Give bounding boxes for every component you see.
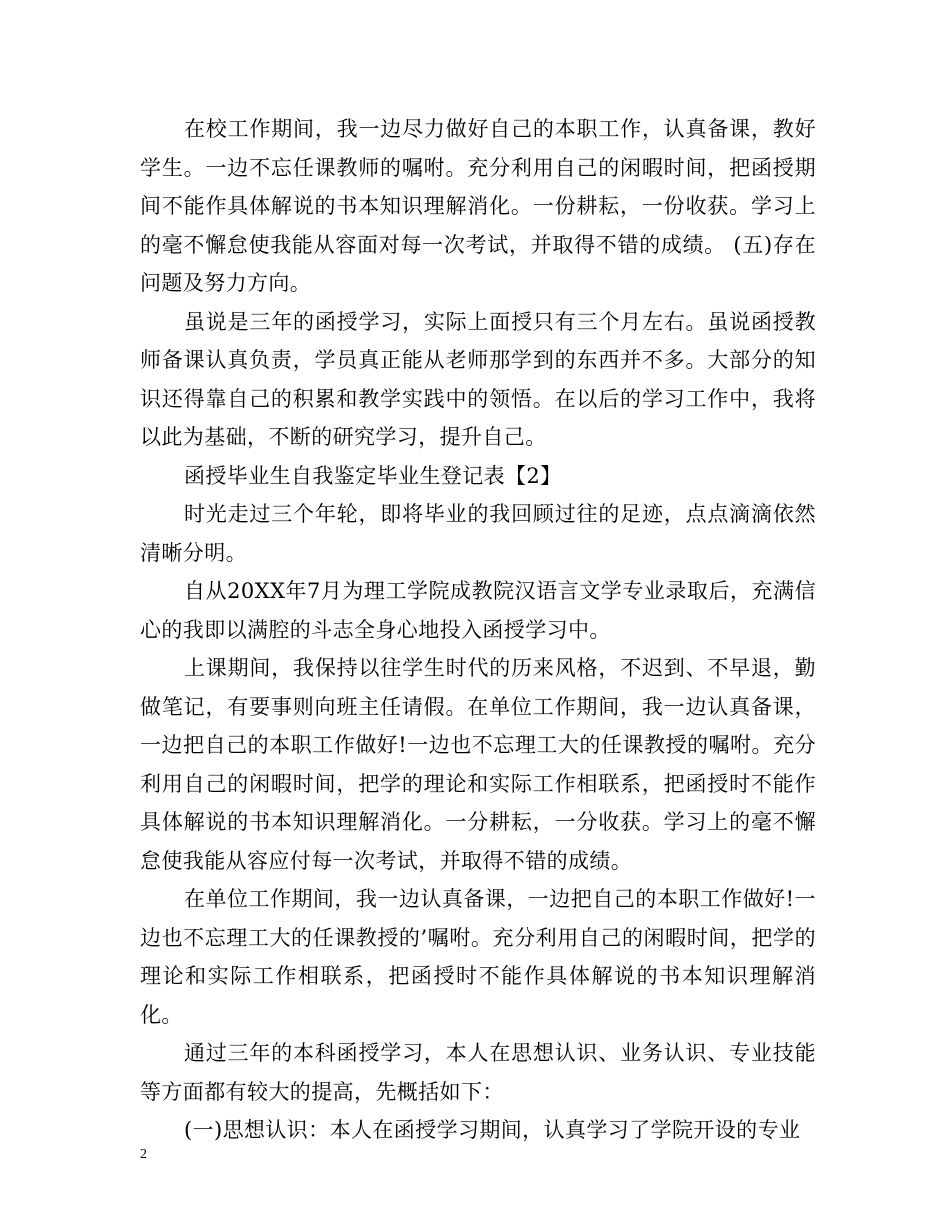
paragraph-summary-intro: 通过三年的本科函授学习，本人在思想认识、业务认识、专业技能等方面都有较大的提高，先概括如下： bbox=[140, 1041, 816, 1104]
paragraph-teaching-work: 在校工作期间，我一边尽力做好自己的本职工作，认真备课，教好学生。一边不忘任课教师的嘱咐。充分利用自己的闲暇时间，把函授期间不能作具体解说的书本知识理解消化。一份耕耘，一份收获。学习上的毫不懈怠使我能从容面对每一次考试，并取得不错的成绩。 (五)存在问题及努力方向。 bbox=[140, 117, 816, 295]
paragraph-correspondence-study: 虽说是三年的函授学习，实际上面授只有三个月左右。虽说函授教师备课认真负责，学员真正能从老师那学到的东西并不多。大部分的知识还得靠自己的积累和教学实践中的领悟。在以后的学习工作中，我将以此为基础，不断的研究学习，提升自己。 bbox=[140, 309, 816, 449]
page-number: 2 bbox=[140, 1147, 147, 1162]
paragraph-admission: 自从20XX年7月为理工学院成教院汉语言文学专业录取后，充满信心的我即以满腔的斗志全身心地投入函授学习中。 bbox=[140, 579, 816, 642]
paragraph-class-period: 上课期间，我保持以往学生时代的历来风格，不迟到、不早退，勤做笔记，有要事则向班主任请假。在单位工作期间，我一边认真备课，一边把自己的本职工作做好!一边也不忘理工大的任课教授的嘱咐。充分利用自己的闲暇时间，把学的理论和实际工作相联系，把函授时不能作具体解说的书本知识理解消化。一分耕耘，一分收获。学习上的毫不懈怠使我能从容应付每一次考试，并取得不错的成绩。 bbox=[140, 656, 816, 873]
section-heading: 函授毕业生自我鉴定毕业生登记表【2】 bbox=[184, 463, 562, 488]
paragraph-ideological-awareness: (一)思想认识：本人在函授学习期间，认真学习了学院开设的专业 bbox=[184, 1118, 801, 1142]
paragraph-unit-work: 在单位工作期间，我一边认真备课，一边把自己的本职工作做好!一边也不忘理工大的任课教授的’嘱咐。充分利用自己的闲暇时间，把学的理论和实际工作相联系，把函授时不能作具体解说的书本知识理解消化。 bbox=[140, 887, 816, 1027]
paragraph-three-years: 时光走过三个年轮，即将毕业的我回顾过往的足迹，点点滴滴依然清晰分明。 bbox=[140, 502, 816, 565]
body-text bbox=[140, 110, 816, 1150]
